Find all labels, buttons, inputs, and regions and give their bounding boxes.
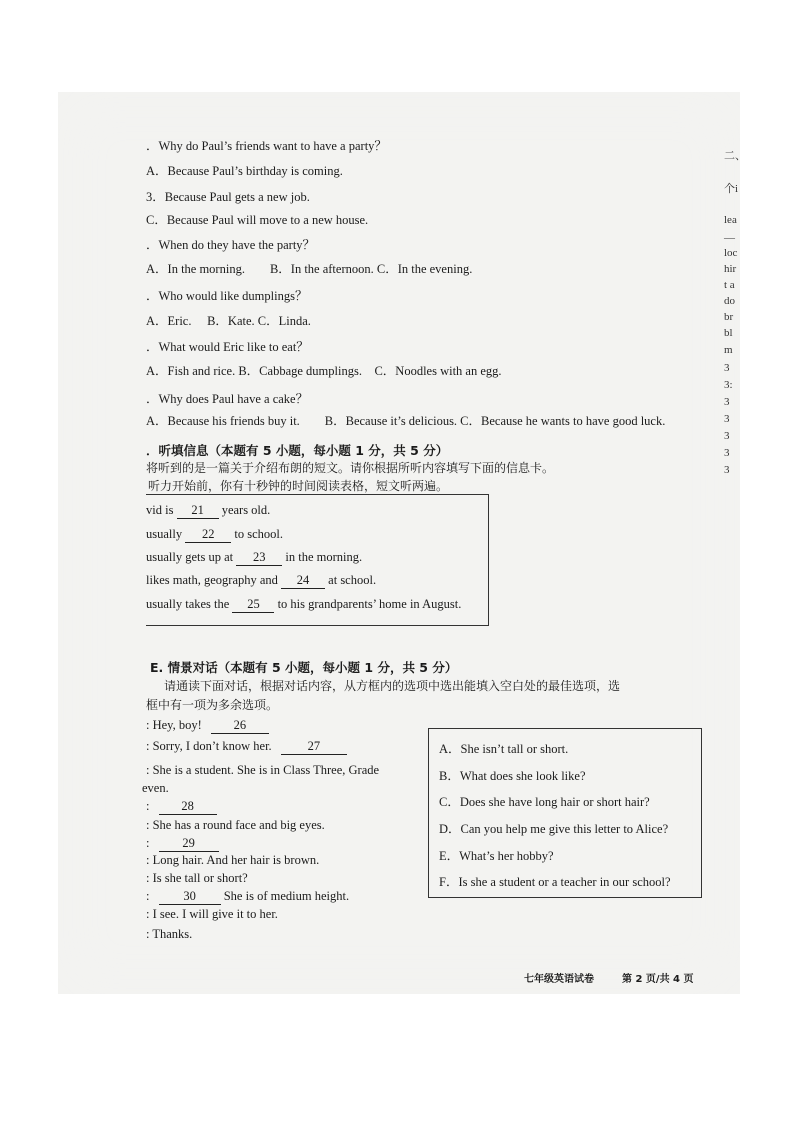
option-d: D．Can you help me give this letter to Alice? [439,822,669,836]
edge-fragment: hir [724,263,737,275]
dialogue-line: : Hey, boy! 26 [146,718,269,734]
instruction-text: 请通读下面对话，根据对话内容，从方框内的选项中选出能填入空白处的最佳选项，选 [164,679,621,693]
info-row: likes math, geography and 24 at school. [146,573,377,587]
instruction-text: 框中有一项为多余选项。 [146,698,279,712]
dialogue-line: even. [142,781,169,795]
option-text: A．Eric. B．Kate. C．Linda. [146,314,311,328]
dialogue-line: : Thanks. [146,927,193,941]
answer-blank[interactable]: 23 [236,550,282,566]
edge-fragment: br [724,311,734,323]
edge-fragment: loc [724,247,738,259]
dialogue-line: : Long hair. And her hair is brown. [146,853,320,867]
answer-blank[interactable]: 30 [159,889,221,905]
option-f: F．Is she a student or a teacher in our school? [439,875,671,889]
question-text: ．Why does Paul have a cake？ [146,392,309,406]
question-text: ．What would Eric like to eat？ [146,340,309,354]
instruction-text: 听力开始前，你有十秒钟的时间阅读表格，短文听两遍。 [148,479,449,493]
answer-blank[interactable]: 21 [177,503,219,519]
instruction-text: 将听到的是一篇关于介绍布朗的短文。请你根据所听内容填写下面的信息卡。 [146,461,555,475]
dialogue-line: : She is a student. She is in Class Three, Grade [146,763,380,777]
dialogue-line: : Sorry, I don’t know her. 27 [146,739,347,755]
edge-fragment: bl [724,327,733,339]
edge-fragment: m [724,344,733,356]
edge-fragment: t a [724,279,735,291]
footer-page-number: 第 2 页/共 4 页 [622,974,694,985]
dialogue-line: : Is she tall or short? [146,871,248,885]
answer-blank[interactable]: 25 [232,597,274,613]
edge-fragment: 3 [724,362,730,374]
answer-blank[interactable]: 22 [185,527,231,543]
section-title: E. 情景对话（本题有 5 小题，每小题 1 分，共 5 分） [150,660,458,675]
dialogue-line: : 30 She is of medium height. [146,889,350,903]
dialogue-line: : She has a round face and big eyes. [146,818,325,832]
info-row: usually 22 to school. [146,527,283,541]
option-text: 3．Because Paul gets a new job. [146,190,310,204]
edge-fragment: — [724,232,735,244]
option-a: A．She isn’t tall or short. [439,742,569,756]
option-text: A．In the morning. B．In the afternoon. C．In the evening. [146,262,473,276]
edge-fragment: do [724,295,735,307]
answer-blank[interactable]: 27 [281,739,347,755]
dialogue-line: : I see. I will give it to her. [146,907,278,921]
section-title: ．听填信息（本题有 5 小题，每小题 1 分，共 5 分） [146,443,449,458]
option-text: A．Fish and rice. B．Cabbage dumplings. C．Noodles with an egg. [146,364,502,378]
options-box [428,728,702,898]
question-text: ．Who would like dumplings？ [146,289,308,303]
footer-subject: 七年级英语试卷 [524,974,594,985]
dialogue-line: : 28 [146,799,217,815]
edge-fragment: 3 [724,396,730,408]
option-text: C．Because Paul will move to a new house. [146,213,369,227]
info-row: usually takes the 25 to his grandparents’ home in August. [146,597,462,611]
option-c: C．Does she have long hair or short hair? [439,795,650,809]
dialogue-line: : 29 [146,836,219,852]
edge-fragment: 个i [724,183,739,195]
option-e: E．What’s her hobby? [439,849,554,863]
option-text: A．Because his friends buy it. B．Because it’s delicious. C．Because he wants to have good luck. [146,414,666,428]
option-text: A．Because Paul’s birthday is coming. [146,164,343,178]
question-text: ．Why do Paul’s friends want to have a party？ [146,139,387,153]
option-b: B．What does she look like? [439,769,586,783]
edge-fragment: 3 [724,447,730,459]
answer-blank[interactable]: 28 [159,799,217,815]
info-row: usually gets up at 23 in the morning. [146,550,363,564]
question-text: ．When do they have the party？ [146,238,316,252]
answer-blank[interactable]: 24 [281,573,325,589]
edge-fragment: 3 [724,430,730,442]
answer-blank[interactable]: 29 [159,836,219,852]
edge-fragment: 3 [724,413,730,425]
edge-fragment: 3 [724,464,730,476]
edge-fragment: 3: [724,379,733,391]
answer-blank[interactable]: 26 [211,718,269,734]
edge-fragment: 二、 [724,150,746,162]
info-row: vid is 21 years old. [146,503,271,517]
edge-fragment: lea [724,214,737,226]
